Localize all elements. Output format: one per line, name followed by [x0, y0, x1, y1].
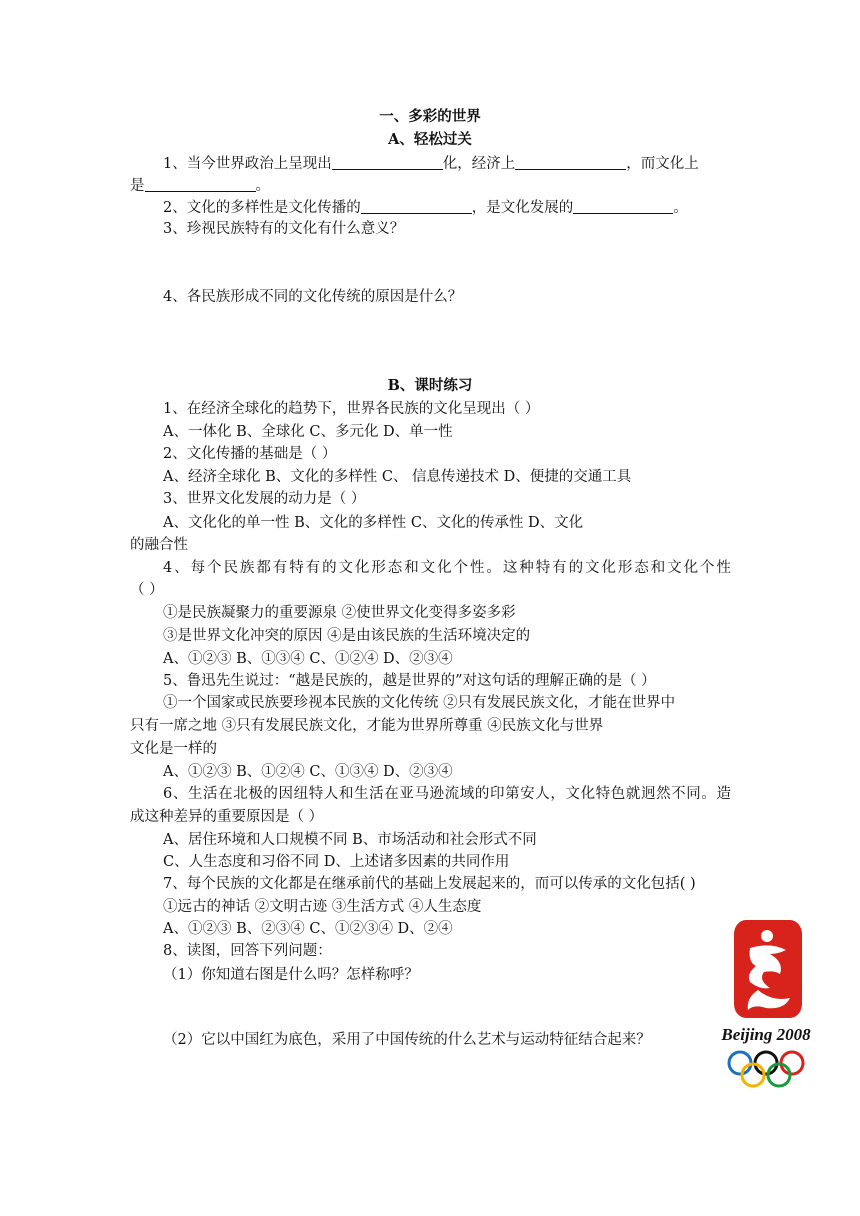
- question-b8-part1: （1）你知道右图是什么吗？怎样称呼？: [163, 967, 419, 983]
- question-number: 3: [163, 221, 173, 237]
- question-b8-part2: （2）它以中国红为底色，采用了中国传统的什么艺术与运动特征结合起来？: [163, 1032, 651, 1048]
- question-b3-options: A、文化化的单一性 B、文化的多样性 C、文化的传承性 D、文化: [163, 515, 584, 531]
- question-b4-paren: （ ）: [130, 582, 164, 598]
- question-b3: 3、世界文化发展的动力是（ ）: [163, 491, 366, 507]
- answer-blank[interactable]: [573, 199, 673, 214]
- dancing-beijing-seal-icon: [734, 920, 802, 1018]
- question-b4: 4、每个民族都有特有的文化形态和文化个性。这种特有的文化形态和文化个性: [163, 560, 731, 576]
- question-b5-statements-2: 只有一席之地 ③只有发展民族文化，才能为世界所尊重 ④民族文化与世界: [130, 718, 604, 734]
- question-b1-options: A、一体化 B、全球化 C、多元化 D、单一性: [163, 424, 453, 440]
- section-b-heading: B、课时练习: [387, 377, 473, 394]
- question-b4-statements-1: ①是民族凝聚力的重要源泉 ②使世界文化变得多姿多彩: [163, 605, 516, 621]
- page-title: 一、多彩的世界: [379, 108, 481, 125]
- answer-blank[interactable]: [332, 155, 443, 170]
- question-b6-options-2: C、人生态度和习俗不同 D、上述诸多因素的共同作用: [163, 854, 510, 870]
- question-b4-options: A、①②③ B、①③④ C、①②④ D、②③④: [163, 651, 453, 667]
- question-number: 2: [163, 200, 173, 216]
- question-b4-statements-2: ③是世界文化冲突的原因 ④是由该民族的生活环境决定的: [163, 628, 531, 644]
- question-b6-options-1: A、居住环境和人口规模不同 B、市场活动和社会形式不同: [163, 832, 537, 848]
- olympic-rings-icon: [729, 1052, 803, 1086]
- question-a4: 4、各民族形成不同的文化传统的原因是什么？: [163, 289, 463, 305]
- question-b2: 2、文化传播的基础是（ ）: [163, 446, 337, 462]
- section-a-heading: A、轻松过关: [388, 131, 472, 148]
- logo-text: Beijing 2008: [721, 1025, 811, 1044]
- question-number: 4: [163, 289, 173, 305]
- question-b5-statements-1: ①一个国家或民族要珍视本民族的文化传统 ②只有发展民族文化，才能在世界中: [163, 695, 676, 711]
- question-b1: 1、在经济全球化的趋势下，世界各民族的文化呈现出（ ）: [163, 401, 540, 417]
- question-b5: 5、鲁迅先生说过：“越是民族的，越是世界的”对这句话的理解正确的是（ ）: [163, 673, 656, 689]
- answer-blank[interactable]: [145, 177, 256, 192]
- question-b6: 6、生活在北极的因纽特人和生活在亚马逊流域的印第安人，文化特色就迥然不同。造: [163, 786, 731, 802]
- question-b7-options: A、①②③ B、②③④ C、①②③④ D、②④: [163, 921, 453, 937]
- question-a3: 3、珍视民族特有的文化有什么意义？: [163, 221, 405, 237]
- answer-blank[interactable]: [361, 199, 472, 214]
- question-b7-statements: ①远古的神话 ②文明古迹 ③生活方式 ④人生态度: [163, 899, 482, 915]
- question-a1-line2: 是 。: [130, 178, 270, 194]
- question-b7: 7、每个民族的文化都是在继承前代的基础上发展起来的，而可以传承的文化包括( ): [163, 876, 696, 892]
- question-b3-options-cont: 的融合性: [130, 537, 188, 553]
- question-b8: 8、读图，回答下列问题：: [163, 943, 332, 959]
- question-a2: 2、文化的多样性是文化传播的 ，是文化发展的 。: [163, 200, 688, 216]
- question-a1-line1: 1、当今世界政治上呈现出 化，经济上 ，而文化上: [163, 156, 699, 172]
- question-b2-options: A、经济全球化 B、文化的多样性 C、 信息传递技术 D、便捷的交通工具: [163, 469, 632, 485]
- beijing-2008-emblem: [700, 918, 832, 1096]
- question-b5-options: A、①②③ B、①②④ C、①③④ D、②③④: [163, 764, 453, 780]
- question-b6-cont: 成这种差异的重要原因是（ ）: [130, 809, 324, 825]
- answer-blank[interactable]: [515, 155, 626, 170]
- question-number: 1: [163, 156, 173, 172]
- question-b5-statements-3: 文化是一样的: [130, 741, 217, 757]
